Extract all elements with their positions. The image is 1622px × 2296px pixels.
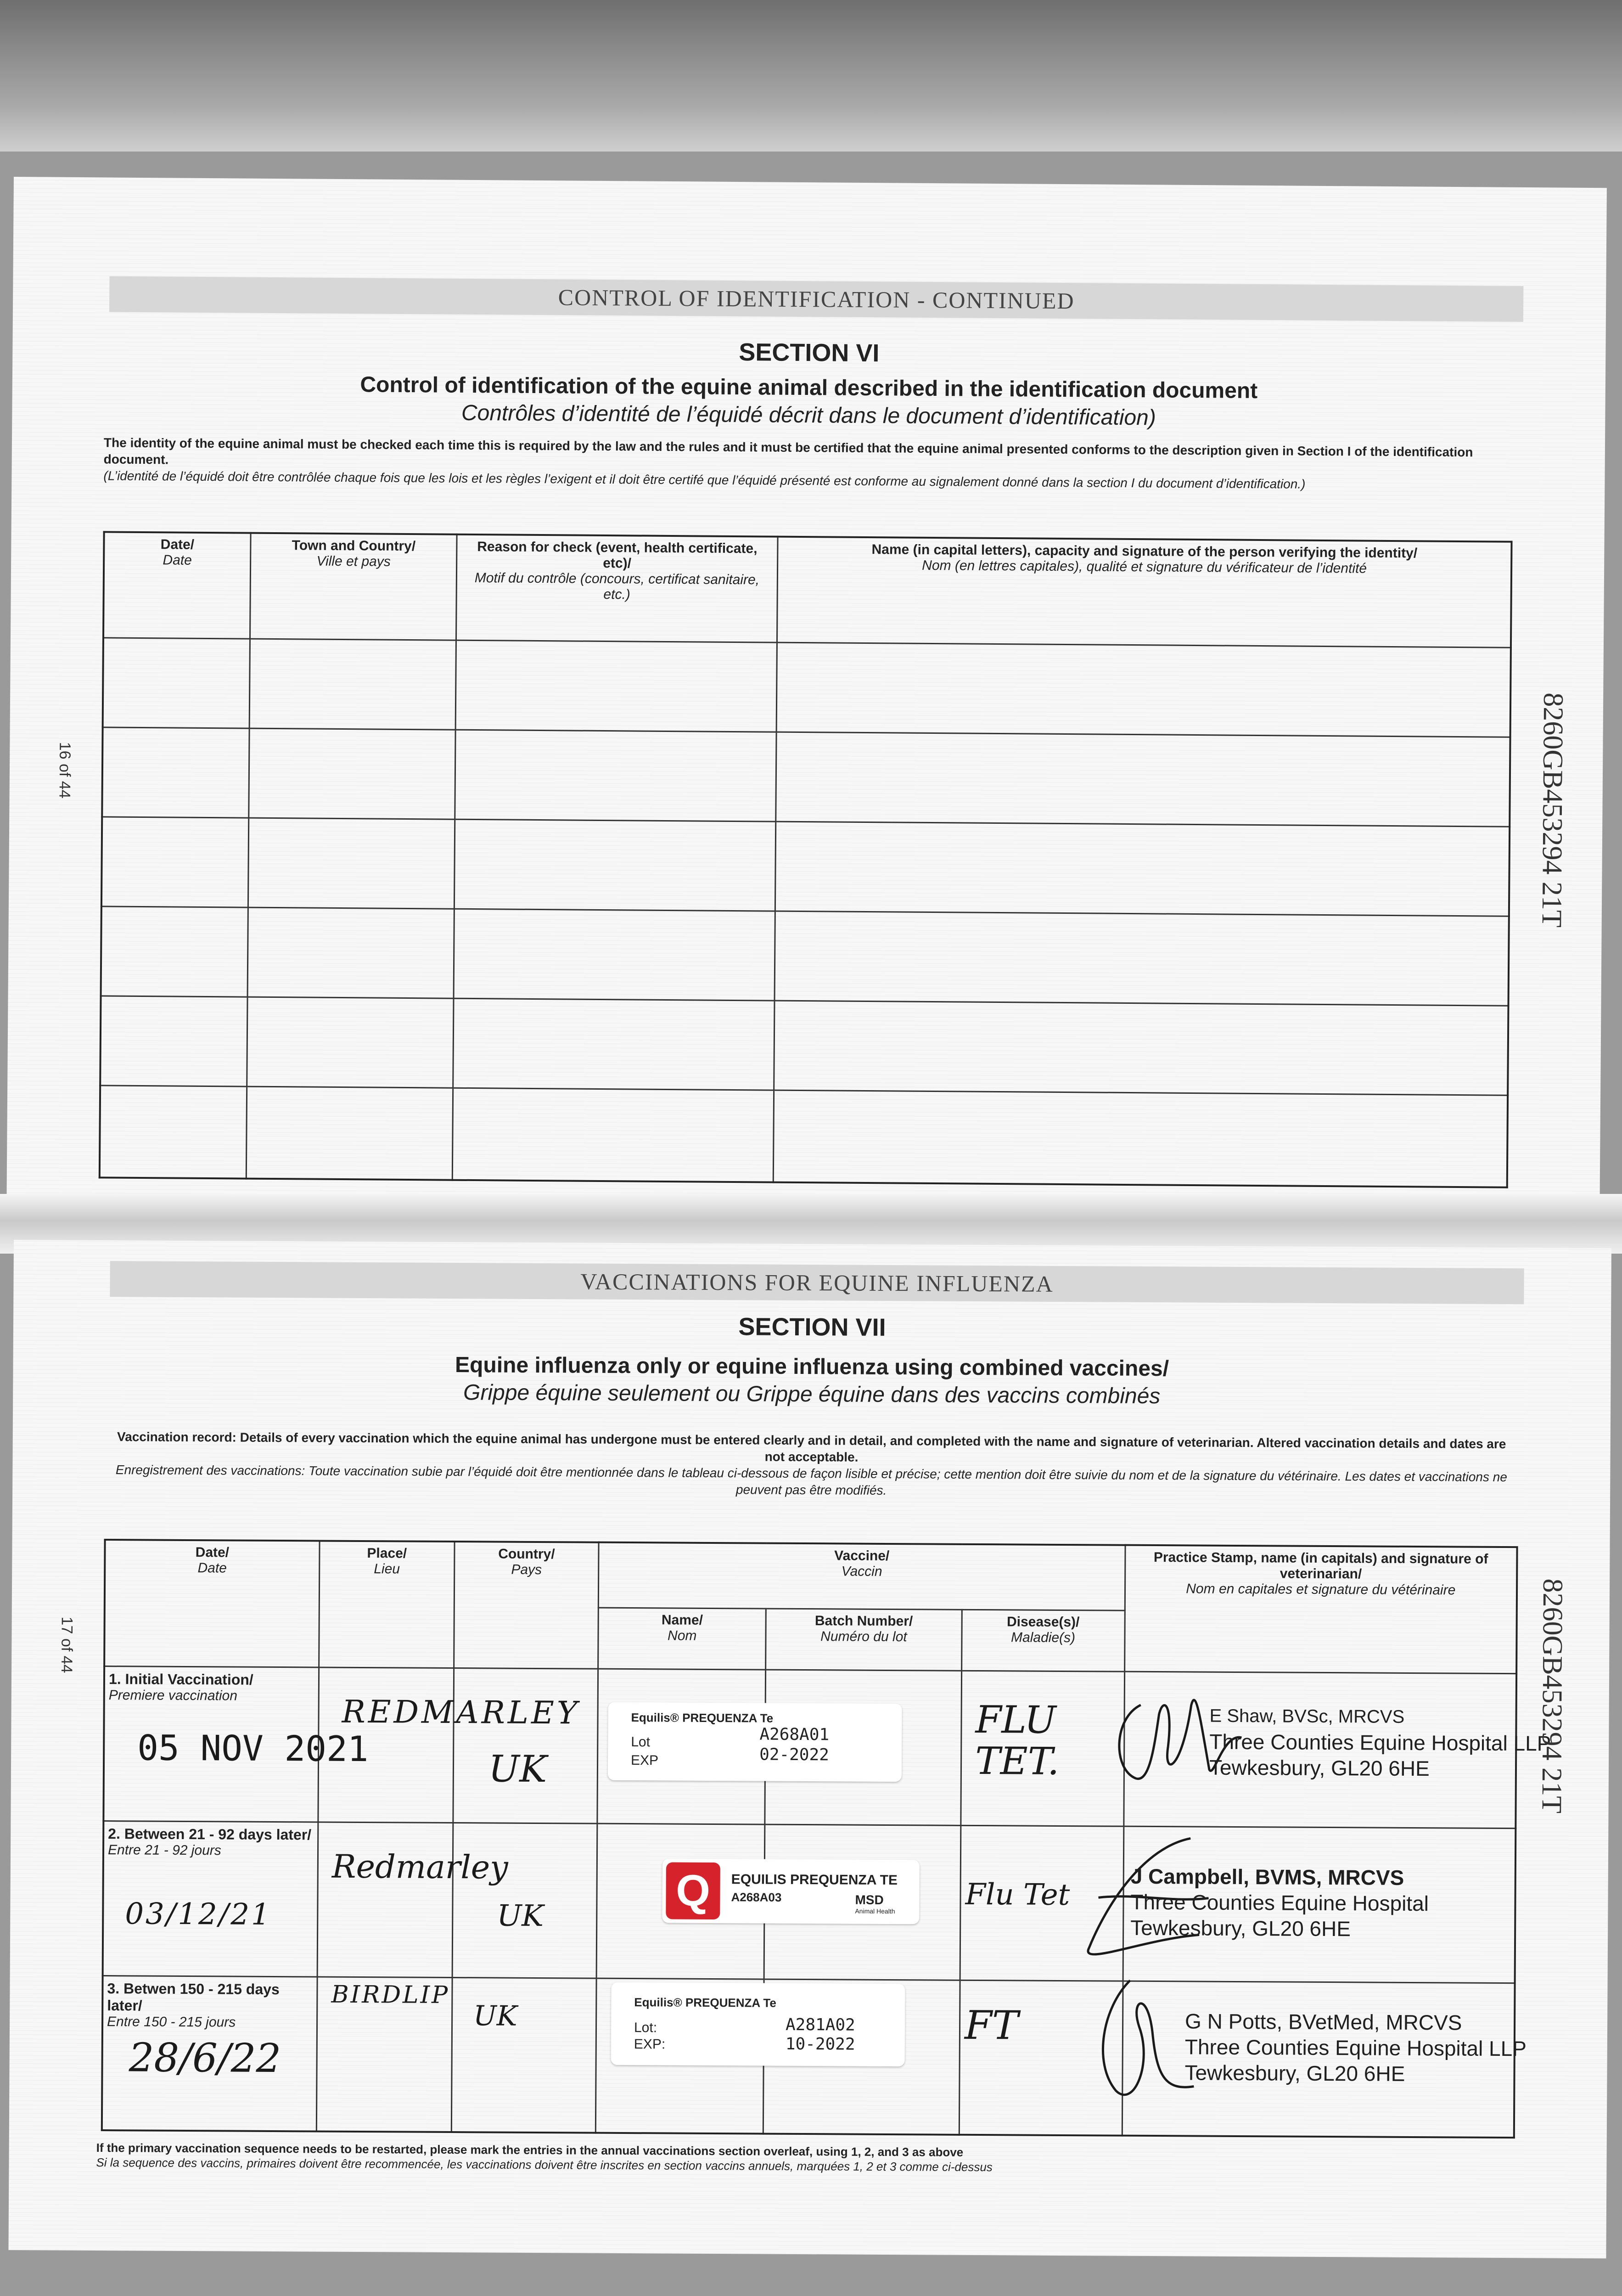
banner-control-identification: CONTROL OF IDENTIFICATION - CONTINUED — [109, 276, 1523, 322]
footer-note — [96, 2140, 1473, 2177]
table-row[interactable] — [102, 727, 1510, 827]
section-vii-note — [109, 1429, 1514, 1502]
col-reason: Reason for check (event, health certificate, etc)/ Motif du contrôle (concours, certificat sanitaire, etc.) — [456, 535, 778, 642]
row3-practice-stamp: G N Potts, BVetMed, MRCVS Three Counties Equine Hospital LLP Tewkesbury, GL20 6HE — [1184, 2009, 1527, 2086]
exp-label: EXP — [630, 1753, 659, 1768]
row3-vaccine-label — [611, 1982, 905, 2066]
col-town-country: Town and Country/ Ville et pays — [250, 533, 457, 640]
section-vii-heading-fr: Grippe équine seulement ou Grippe équine dans des vaccins combinés — [463, 1380, 1161, 1409]
col-verifier: Name (in capital letters), capacity and signature of the person verifying the identity/ Nom (en lettres capitales), qualité et signature du vérificateur de l’identité — [777, 537, 1511, 647]
col-batch: Batch Number/ Numéro du lot — [766, 1609, 962, 1671]
expiry-date: 02-2022 — [759, 1745, 829, 1765]
lot-number: A268A01 — [759, 1725, 830, 1745]
row2-country: UK — [497, 1899, 544, 1934]
row3-place: BIRDLIP — [331, 1981, 450, 2009]
col-country: Country/ Pays — [454, 1542, 599, 1669]
scanner-shadow — [0, 0, 1622, 152]
row3-country: UK — [473, 2000, 517, 2032]
lot-label: Lot: — [634, 2020, 657, 2036]
section-vi-heading-fr: Contrôles d’identité de l’équidé décrit dans le document d’identification) — [461, 400, 1156, 430]
identification-check-table — [99, 531, 1513, 1188]
row1-date: 05 NOV 2021 — [137, 1727, 369, 1770]
row2-disease: Flu Tet — [965, 1877, 1070, 1913]
section-vi-title: SECTION VI — [739, 338, 880, 367]
col-practice-stamp: Practice Stamp, name (in capitals) and signature of veterinarian/ Nom en capitales et signature du vétérinaire — [1124, 1545, 1517, 1674]
col-vaccine: Vaccine/ Vaccin — [598, 1542, 1125, 1611]
footer-fr: Si la sequence des vaccins, primaires doivent être recommencée, les vaccinations doivent être inscrites en section vaccins annuels, marquées 1, 2 et 3 comme ci-dessus — [96, 2155, 993, 2174]
table-row[interactable] — [101, 906, 1509, 1006]
msd-logo-icon: Q — [666, 1862, 720, 1919]
row3-disease: FT — [964, 2002, 1019, 2049]
passport-id: 8260GB453294 21T — [1536, 1578, 1569, 1814]
vaccine-brand: EQUILIS PREQUENZA TE — [731, 1872, 898, 1888]
lot-label: Lot — [631, 1734, 651, 1750]
banner-vaccinations: VACCINATIONS FOR EQUINE INFLUENZA — [110, 1261, 1524, 1304]
row1-vaccine-label — [608, 1702, 902, 1782]
row2-date: 03/12/21 — [125, 1897, 272, 1932]
row1-disease: FLU TET. — [975, 1698, 1060, 1784]
col-disease: Disease(s)/ Maladie(s) — [961, 1610, 1125, 1672]
col-vaccine-name: Name/ Nom — [598, 1608, 766, 1670]
table-row[interactable] — [100, 996, 1508, 1096]
note-fr: (L’identité de l’équidé doit être contrôlée chaque fois que les lois et les règles l’exigent et il doit être certifé que l’équidé présenté est conforme au signalement donné dans la section I du document d’identification.) — [103, 468, 1306, 491]
row-label: 2. Between 21 - 92 days later/ Entre 21 - 92 jours — [103, 1821, 318, 1976]
exp-label: EXP: — [634, 2037, 666, 2052]
row3-date: 28/6/22 — [129, 2035, 281, 2082]
row2-place: Redmarley — [331, 1847, 508, 1886]
section-vi-note — [103, 434, 1518, 494]
page-section-vi — [6, 177, 1607, 1216]
vaccine-brand: Equilis® PREQUENZA Te — [634, 1995, 776, 2010]
table-row[interactable] — [100, 1086, 1508, 1187]
page-section-vii — [8, 1240, 1611, 2258]
passport-id: 8260GB453294 21T — [1536, 692, 1569, 928]
col-date: Date/ Date — [103, 532, 251, 638]
col-date: Date/ Date — [104, 1540, 320, 1667]
row-label: 3. Betwen 150 - 215 days later/ Entre 150 - 215 jours — [102, 1975, 317, 2131]
lot-number: A281A02 — [785, 2015, 855, 2035]
vaccine-brand: Equilis® PREQUENZA Te — [631, 1711, 774, 1725]
row1-country: UK — [488, 1747, 547, 1791]
section-vii-heading: Equine influenza only or equine influenza using combined vaccines/ — [455, 1353, 1169, 1381]
section-vi-heading: Control of identification of the equine animal described in the identification document — [360, 372, 1258, 403]
footer-en: If the primary vaccination sequence needs to be restarted, please mark the entries in the annual vaccinations section overleaf, using 1, 2, and 3 as above — [96, 2140, 964, 2159]
row2-vaccine-label — [662, 1858, 920, 1924]
table-row[interactable] — [103, 637, 1511, 737]
row2-practice-stamp: J Campbell, BVMS, MRCVS Three Counties Equine Hospital Tewkesbury, GL20 6HE — [1130, 1864, 1429, 1941]
section-vii-title: SECTION VII — [738, 1313, 886, 1341]
expiry-date: 10-2022 — [785, 2034, 855, 2054]
note-en: The identity of the equine animal must be checked each time this is required by the law and the rules and it must be certified that the equine animal presented conforms to the description given in Section I of the identification document. — [103, 435, 1473, 467]
vacc-note-fr: Enregistrement des vaccinations: Toute vaccination subie par l’équidé doit être mentionnée dans le tableau ci-dessous de façon lisible et précise; cette mention doit être suivie du nom et de la signature du vétérinaire. Les dates et vaccinations ne peuvent pas être modifiés. — [115, 1463, 1507, 1497]
col-place: Place/ Lieu — [319, 1541, 455, 1668]
maker: MSD — [855, 1892, 884, 1907]
page-number: 16 of 44 — [56, 742, 74, 799]
row1-place: REDMARLEY — [342, 1694, 580, 1732]
page-number: 17 of 44 — [58, 1616, 76, 1673]
row-label: 1. Initial Vaccination/ Premiere vaccination — [103, 1666, 319, 1822]
lot-number: A268A03 — [731, 1890, 782, 1904]
vacc-note-en: Vaccination record: Details of every vaccination which the equine animal has undergone must be entered clearly and in detail, and completed with the name and signature of veterinarian. Altered vaccination details and dates are not acceptable. — [117, 1429, 1506, 1464]
table-row[interactable] — [101, 817, 1510, 917]
maker-sub: Animal Health — [855, 1907, 895, 1915]
row1-practice-stamp: E Shaw, BVSc, MRCVS Three Counties Equine Hospital LLP Tewkesbury, GL20 6HE — [1209, 1705, 1551, 1781]
